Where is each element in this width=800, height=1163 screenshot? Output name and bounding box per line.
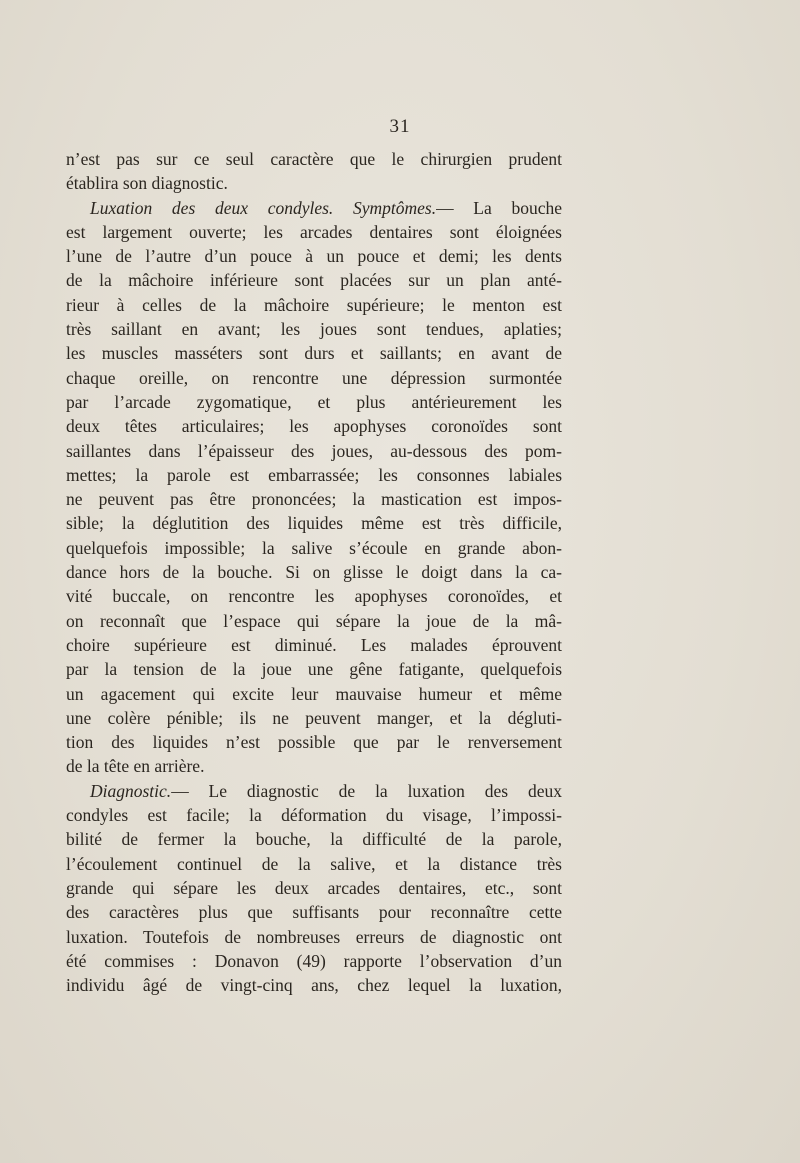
line-text: — La bouche — [436, 197, 563, 218]
line-text: rieur à celles de la mâchoire supérieure; le menton est — [66, 294, 562, 315]
text-line — [66, 827, 562, 851]
section-heading: Luxation des deux condyles. Symptômes. — [90, 197, 437, 218]
line-text: luxation. Toutefois de nombreuses erreurs de diagnostic ont — [66, 926, 562, 947]
text-line — [66, 900, 562, 924]
line-text: l’écoulement continuel de la salive, et la distance très — [66, 853, 562, 874]
text-line — [66, 925, 562, 949]
text-line — [66, 633, 562, 657]
line-text: quelquefois impossible; la salive s’écoule en grande abon- — [66, 537, 562, 558]
line-text: dance hors de la bouche. Si on glisse le doigt dans la ca- — [66, 562, 562, 583]
text-line — [66, 682, 562, 706]
line-text: chaque oreille, on rencontre une dépression surmontée — [66, 367, 562, 388]
line-text: ne peuvent pas être prononcées; la mastication est impos- — [66, 489, 562, 510]
line-text: est largement ouverte; les arcades dentaires sont éloignées — [66, 221, 562, 242]
line-text: choire supérieure est diminué. Les malades éprouvent — [66, 634, 562, 655]
line-text: tion des liquides n’est possible que par le renversement — [66, 732, 562, 753]
section-heading: Diagnostic. — [90, 780, 172, 801]
text-line — [66, 852, 562, 876]
text-line — [66, 147, 562, 171]
text-line — [66, 584, 562, 608]
text-line — [66, 803, 562, 827]
line-text: individu âgé de vingt-cinq ans, chez lequel la luxation, — [66, 975, 562, 996]
line-text: saillantes dans l’épaisseur des joues, au-dessous des pom- — [66, 440, 562, 461]
text-line — [66, 341, 562, 365]
line-text: n’est pas sur ce seul caractère que le chirurgien prudent — [66, 149, 562, 169]
text-line — [66, 366, 562, 390]
line-text: par l’arcade zygomatique, et plus antérieurement les — [66, 391, 562, 412]
text-line — [66, 390, 562, 414]
text-line — [66, 414, 562, 438]
text-line — [66, 876, 562, 900]
line-text: mettes; la parole est embarrassée; les consonnes labiales — [66, 464, 562, 485]
line-text: été commises : Donavon (49) rapporte l’observation d’un — [66, 950, 562, 971]
line-text: l’une de l’autre d’un pouce à un pouce et demi; les dents — [66, 246, 562, 267]
line-text: bilité de fermer la bouche, la difficulté de la parole, — [66, 829, 562, 850]
text-line — [66, 244, 562, 268]
body-text — [66, 147, 562, 997]
line-text: vité buccale, on rencontre les apophyses coronoïdes, et — [66, 586, 562, 607]
text-line — [66, 511, 562, 535]
line-text: par la tension de la joue une gêne fatigante, quelquefois — [66, 659, 562, 680]
text-line — [66, 268, 562, 292]
text-line — [66, 949, 562, 973]
text-line — [66, 730, 562, 754]
line-text: de la tête en arrière. — [66, 756, 205, 777]
line-text: condyles est facile; la déformation du visage, l’impossi- — [66, 805, 562, 826]
line-text: — Le diagnostic de la luxation des deux — [171, 780, 562, 801]
text-line — [66, 439, 562, 463]
line-text: sible; la déglutition des liquides même est très difficile, — [66, 513, 562, 534]
text-line — [66, 609, 562, 633]
line-text: un agacement qui excite leur mauvaise humeur et même — [66, 683, 562, 704]
line-text: deux têtes articulaires; les apophyses coronoïdes sont — [66, 416, 562, 437]
page-number: 31 — [389, 116, 411, 137]
text-line — [66, 171, 562, 195]
text-line — [66, 293, 562, 317]
line-text: établira son diagnostic. — [66, 173, 228, 194]
line-text: grande qui sépare les deux arcades dentaires, etc., sont — [66, 877, 562, 898]
text-line — [66, 317, 562, 341]
text-line — [66, 487, 562, 511]
text-line — [66, 220, 562, 244]
line-text: on reconnaît que l’espace qui sépare la joue de la mâ- — [66, 610, 562, 631]
line-text: les muscles masséters sont durs et saillants; en avant de — [66, 343, 562, 364]
text-line — [66, 196, 562, 220]
text-line — [66, 536, 562, 560]
text-line — [66, 463, 562, 487]
line-text: de la mâchoire inférieure sont placées sur un plan anté- — [66, 270, 562, 291]
line-text: une colère pénible; ils ne peuvent manger, et la dégluti- — [66, 707, 562, 728]
text-line — [66, 657, 562, 681]
text-line — [66, 560, 562, 584]
text-line — [66, 706, 562, 730]
line-text: très saillant en avant; les joues sont tendues, aplaties; — [66, 319, 562, 340]
line-text: des caractères plus que suffisants pour reconnaître cette — [66, 902, 562, 923]
text-line — [66, 754, 562, 778]
text-line — [66, 973, 562, 997]
text-line — [66, 779, 562, 803]
